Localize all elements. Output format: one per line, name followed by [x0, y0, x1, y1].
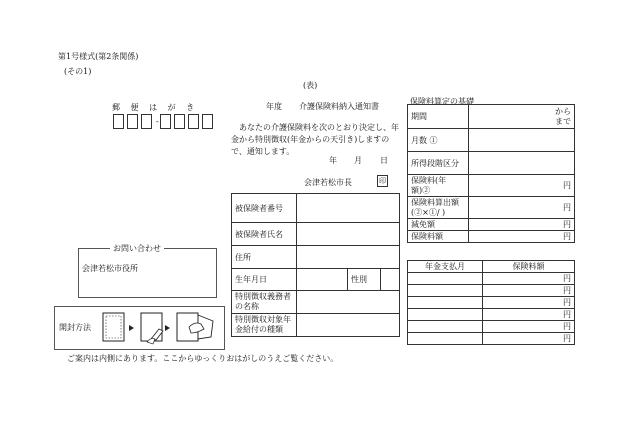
inquiry-title: お問い合わせ — [110, 243, 164, 254]
notice-date-month: 月 — [354, 156, 362, 165]
postal-box — [127, 114, 138, 129]
insured-table — [231, 193, 400, 337]
postal-code-boxes — [113, 114, 216, 129]
postal-box — [174, 114, 185, 129]
opening-instructions-illustration — [101, 309, 219, 347]
row-label: 被保険者番号 — [232, 194, 297, 223]
yen: 円 — [483, 297, 575, 309]
period-label: 期間 — [408, 105, 469, 129]
notice-issuer: 会津若松市長 — [304, 178, 352, 187]
reduction-label: 減免額 — [408, 219, 469, 231]
postal-dash: - — [156, 117, 159, 126]
form-part: (その1) — [64, 67, 92, 76]
row-label: 生年月日 — [232, 269, 297, 291]
months-label: 月数 ① — [408, 129, 469, 152]
postal-box — [113, 114, 124, 129]
form-number: 第1号様式(第2条関係) — [58, 52, 139, 61]
row-label: 特別徴収義務者の名称 — [232, 291, 297, 314]
yen: 円 — [469, 197, 575, 219]
inquiry-office: 会津若松市役所 — [82, 264, 138, 273]
postal-box — [160, 114, 171, 129]
yen: 円 — [483, 285, 575, 297]
row-label: 住所 — [232, 246, 297, 269]
col-month: 年金支払月 — [408, 261, 483, 273]
col-amount: 保険料額 — [483, 261, 575, 273]
postcard-label: 郵 便 は が き — [112, 103, 199, 112]
yen: 円 — [469, 231, 575, 243]
yen: 円 — [483, 321, 575, 333]
postal-box — [188, 114, 199, 129]
basis-title: 保険料算定の基礎 — [410, 97, 474, 106]
notice-title: 介護保険料納入通知書 — [299, 102, 379, 111]
notice-year: 年度 — [266, 102, 282, 111]
postal-box — [202, 114, 213, 129]
notice-date-day: 日 — [380, 156, 388, 165]
premium-label: 保険料額 — [408, 231, 469, 243]
yen: 円 — [483, 309, 575, 321]
calc-label: 保険料算出額(②×①/ ) — [408, 197, 469, 219]
from-label: から — [555, 106, 571, 116]
side-label: (表) — [303, 81, 318, 90]
sex-label: 性別 — [348, 269, 381, 291]
yen: 円 — [469, 219, 575, 231]
opening-label: 開封方法 — [59, 323, 91, 332]
basis-table — [407, 104, 575, 243]
notice-date-year: 年 — [329, 156, 337, 165]
notice-body: あなたの介護保険料を次のとおり決定し、年金から特別徴収(年金からの天引き)しますので、通知します。 — [231, 123, 399, 156]
income-label: 所得段階区分 — [408, 152, 469, 175]
payment-table — [407, 260, 575, 345]
row-label: 被保険者氏名 — [232, 223, 297, 246]
to-label: まで — [555, 116, 571, 126]
seal-stamp: 印 — [379, 177, 386, 185]
postal-box — [141, 114, 152, 129]
yen: 円 — [483, 273, 575, 285]
row-label: 特別徴収対象年金給付の種類 — [232, 314, 297, 337]
annual-label: 保険料(年額)② — [408, 175, 469, 197]
footer-note: ご案内は内側にあります。ここからゆっくりおはがしのうえご覧ください。 — [67, 354, 339, 363]
yen: 円 — [469, 175, 575, 197]
yen: 円 — [483, 333, 575, 345]
